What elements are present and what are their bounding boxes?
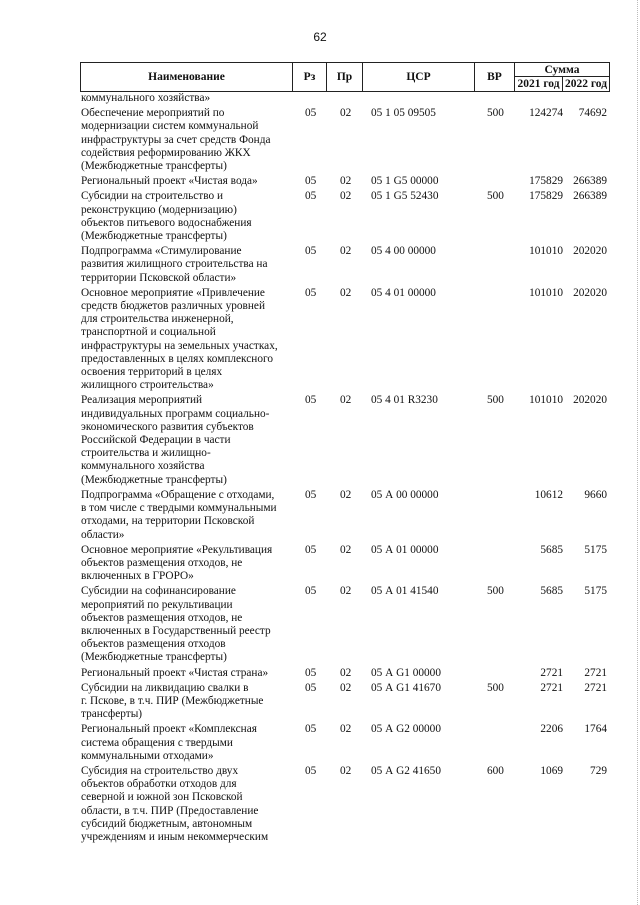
row-amount-2021: 101010 [529,286,563,299]
row-vr: 500 [487,107,504,120]
row-amount-2022: 5175 [584,585,607,598]
row-csr: 05 А 01 00000 [371,543,439,556]
header-year-2021: 2021 год [515,77,563,91]
row-pr: 02 [340,723,352,736]
row-rz: 05 [305,488,317,501]
header-rz: Рз [293,63,327,91]
table-row [81,723,611,763]
row-amount-2022: 202020 [573,394,607,407]
row-amount-2022: 202020 [573,245,607,258]
row-csr: 05 А 01 41540 [371,585,439,598]
row-amount-2021: 5685 [540,543,563,556]
row-rz: 05 [305,107,317,120]
row-name: Подпрограмма «Стимулирование развития жилищного строительства на территории Псковской области» [81,245,268,284]
row-name: Субсидия на строительство двух объектов обработки отходов для северной и южной зон Псковской области, в т.ч. ПИР (Предоставление субсидий бюджетным, автономным учреждениям и иным некоммерческим [81,764,269,843]
row-amount-2022: 266389 [573,190,607,203]
table-row [81,585,611,664]
table-body [81,92,611,844]
table-row [81,682,611,722]
row-amount-2021: 2206 [540,723,563,736]
row-rz: 05 [305,543,317,556]
row-vr: 500 [487,681,504,694]
row-pr: 02 [340,585,352,598]
row-rz: 05 [305,585,317,598]
row-rz: 05 [305,764,317,777]
row-name: Обеспечение мероприятий по модернизации систем коммунальной инфраструктуры за счет средств Фонда содействия реформированию ЖКХ (Межбюджетные трансферты) [81,107,271,173]
row-pr: 02 [340,175,352,188]
header-year-2022: 2022 год [564,78,608,90]
header-csr: ЦСР [363,63,475,91]
row-csr: 05 А 00 00000 [371,488,439,501]
row-name: Основное мероприятие «Рекультивация объектов размещения отходов, не включенных в ГРОРО» [81,543,273,583]
row-rz: 05 [305,286,317,299]
table-row [81,544,611,584]
row-pr: 02 [340,666,352,679]
row-name: Реализация мероприятий индивидуальных программ социально- экономического развития субъектов Российской Федерации в части строительства и жилищно- коммунального хозяйства (Межбюджетные трансферты) [81,394,270,486]
row-pr: 02 [340,681,352,694]
row-pr: 02 [340,488,352,501]
table-row [81,175,611,188]
page-edge [636,0,638,905]
row-amount-2022: 5175 [584,543,607,556]
row-name: Основное мероприятие «Привлечение средств бюджетов различных уровней для строительства инженерной, транспортной и социальной инфраструктуры на земельных участках, предоставленных в целях комплексного освоения территорий в целях жилищного строительства» [81,286,278,392]
row-csr: 05 4 00 00000 [371,245,436,258]
row-amount-2022: 1764 [584,723,607,736]
header-vr: ВР [475,63,515,91]
row-amount-2021: 101010 [529,245,563,258]
row-csr: 05 1 05 09505 [371,107,436,120]
row-name: Региональный проект «Чистая вода» [81,175,258,188]
row-name: Субсидии на ликвидацию свалки в г. Пскове, в т.ч. ПИР (Межбюджетные трансферты) [81,681,264,721]
row-pr: 02 [340,764,352,777]
table-header [80,62,610,92]
row-amount-2021: 10612 [534,488,563,501]
page-number: 62 [313,30,327,44]
table-row [81,765,611,844]
row-name: коммунального хозяйства» [81,92,211,104]
row-amount-2021: 2721 [540,681,563,694]
row-pr: 02 [340,394,352,407]
row-rz: 05 [305,190,317,203]
row-csr: 05 4 01 R3230 [371,394,438,407]
table-row [81,287,611,393]
row-vr: 500 [487,190,504,203]
row-rz: 05 [305,681,317,694]
row-amount-2021: 175829 [529,190,563,203]
row-csr: 05 А G1 41670 [371,681,441,694]
row-csr: 05 1 G5 52430 [371,190,439,203]
row-amount-2022: 266389 [573,175,607,188]
row-rz: 05 [305,666,317,679]
row-vr: 500 [487,585,504,598]
header-sum: Сумма [515,63,609,77]
row-amount-2021: 2721 [540,666,563,679]
row-pr: 02 [340,245,352,258]
row-amount-2021: 1069 [540,764,563,777]
row-amount-2022: 202020 [573,286,607,299]
row-amount-2021: 101010 [529,394,563,407]
row-vr: 600 [487,764,504,777]
row-name: Субсидии на софинансирование мероприятий по рекультивации объектов размещения отходов, не включенных в Государственный реестр объектов размещения отходов (Межбюджетные трансферты) [81,585,271,664]
row-amount-2021: 175829 [529,175,563,188]
row-pr: 02 [340,286,352,299]
table-row [81,190,611,243]
row-name: Субсидии на строительство и реконструкцию (модернизацию) объектов питьевого водоснабжения (Межбюджетные трансферты) [81,190,252,243]
row-csr: 05 А G1 00000 [371,666,441,679]
table-row [81,245,611,285]
row-name: Региональный проект «Комплексная система обращения с твердыми коммунальными отходами» [81,723,257,762]
header-pr: Пр [327,63,363,91]
row-rz: 05 [305,245,317,258]
row-amount-2022: 2721 [584,666,607,679]
table-row [81,394,611,486]
row-pr: 02 [340,543,352,556]
table-row [81,107,611,173]
row-pr: 02 [340,107,352,120]
table-row [81,92,611,105]
row-rz: 05 [305,394,317,407]
row-pr: 02 [340,190,352,203]
row-name: Региональный проект «Чистая страна» [81,666,269,679]
row-amount-2022: 9660 [584,488,607,501]
row-rz: 05 [305,723,317,736]
row-csr: 05 А G2 00000 [371,723,441,736]
row-amount-2021: 124274 [529,107,563,120]
row-csr: 05 4 01 00000 [371,286,436,299]
header-name: Наименование [81,63,293,91]
row-name: Подпрограмма «Обращение с отходами, в том числе с твердыми коммунальными отходами, на территории Псковской области» [81,488,277,541]
row-csr: 05 А G2 41650 [371,764,441,777]
row-amount-2022: 74692 [578,107,607,120]
table-row [81,667,611,680]
table-row [81,489,611,542]
row-amount-2022: 729 [590,764,607,777]
row-rz: 05 [305,175,317,188]
row-csr: 05 1 G5 00000 [371,175,439,188]
row-amount-2022: 2721 [584,681,607,694]
row-amount-2021: 5685 [540,585,563,598]
row-vr: 500 [487,394,504,407]
